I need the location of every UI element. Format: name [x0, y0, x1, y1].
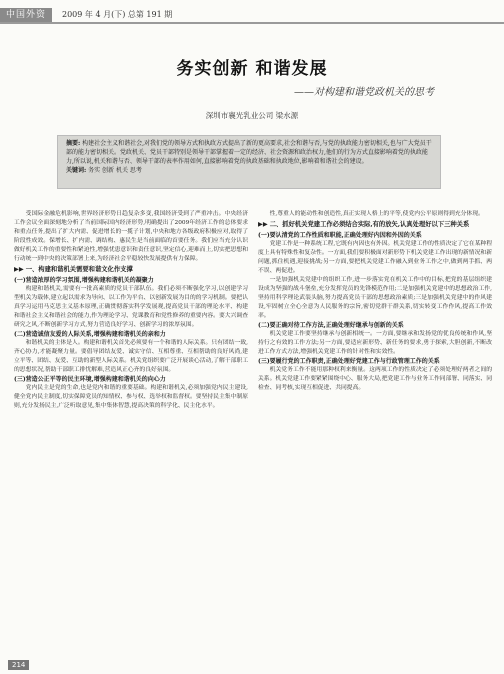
body-paragraph: 机关党建工作要坚持继承与创新相统一。一方面,要继承和发扬党的优良传统和作风,坚持行之有效的工作方法;另一方面,要适应新形势、新任务的要求,勇于探索,大胆创新,不断改进工作方式方法,增强机关党建工作的针对性和实效性。 [258, 330, 492, 355]
section-heading-text: 一、构建和谐机关需要和谐文化作支撑 [25, 266, 133, 273]
body-columns [14, 210, 492, 658]
running-header [0, 8, 504, 24]
right-column [258, 210, 492, 658]
body-paragraph: 性,尊重人的能动性和创造性,真正实现人格上的平等,使党内公平原则得到充分体现。 [269, 211, 484, 217]
subsection-heading: (三)营造公正平等的民主环境,增强构建和谐机关的向心力 [14, 375, 166, 383]
section-arrow-icon: ▶▶ [14, 266, 24, 273]
abstract-text: 构建社会主义和谐社会,对我们党的领导方式和执政方式提出了新的更高要求,社会和谐与否,与党的执政能力密切相关,也与广大党员干部的能力密切相关。党政机关、党员干部特别是领导干部掌握着一定的经济、社会资源和政治权力,他们的行为方式直接影响着党的执政能力,所以说,机关和谐与否、领导干部的表率作用如何,直接影响着党的执政基础和执政地位,影响着和谐社会的建设。 [66, 140, 432, 165]
left-column [14, 210, 248, 658]
article-subtitle: ——对构建和谐党政机关的思考 [294, 87, 434, 98]
body-paragraph: 党内民主是党的生命,也是党内和谐的重要基础。构建和谐机关,必须加强党内民主建设,健全党内民主制度,切实保障党员的知情权、参与权、选举权和监督权。要坚持民主集中制原则,充分发扬民主,广泛听取意见,集中集体智慧,提高决策的科学化、民主化水平。 [14, 384, 248, 409]
subsection-heading: (二)营造诚信友爱的人际关系,增强构建和谐机关的亲和力 [14, 330, 166, 338]
section-arrow-icon: ▶▶ [258, 221, 268, 228]
article-title: 务实创新 和谐发展 [176, 59, 328, 79]
keywords-label: 关键词: [66, 167, 87, 174]
body-paragraph: 构建和谐机关,需要有一批高素质的党员干部队伍。我们必须不断强化学习,以创建学习型机关为载体,建立起以需求为导向、以工作为平台、以创新发展为目的的学习机制。要把认真学习运用马克思主义基本原理,正确贯彻落实科学发展观,提高党员干部的理论水平、构建和谐社会主义和谐社会的能力,作为理论学习、党课教育和党性修养的重要内容。要大兴调查研究之风,不断创新学习方式,努力营造良好学习、创新学习的浓厚氛围。 [14, 285, 248, 328]
section-heading [258, 220, 492, 230]
section-heading-text: 二、抓好机关党建工作必须结合实际,有的放矢,认真处理好以下三种关系 [269, 221, 470, 228]
keywords-text: 务实 创新 机关 思考 [88, 167, 142, 174]
subsection-heading: (一)要认清党的工作性质和职能,正确处理好内因和外因的关系 [258, 231, 422, 239]
journal-name: 中国外资 [0, 8, 52, 22]
author-line: 深圳市襄光乳业公司 梁水源 [205, 111, 299, 120]
body-paragraph: 受国际金融危机影响,世界经济形势日趋复杂多变,我国经济受到了严重冲击。中央经济工作会议全面深刻地分析了当前国际国内经济形势,明确提出了2009年经济工作的总体要求和重点任务,提出了扩大内需、促进增长的一揽子计划,中央和地方各级政府积极应对,取得了阶段性成效。保增长、扩内需、调结构、惠民生是当前面临的首要任务。我们应当充分认识做好机关工作的重要性和紧迫性,增强忧患意识和责任意识,坚定信心,迎难而上,切实把思想和行动统一到中央的决策部署上来,为经济社会平稳较快发展提供有力保障。 [14, 211, 248, 262]
page-number: 214 [8, 660, 29, 670]
body-paragraph: 一是加强机关党建中的组织工作,进一步落实党在机关工作中的目标,把党的基层组织建设成为坚强的战斗堡垒,充分发挥党员的先锋模范作用;二是加强机关党建中的思想政治工作,坚持用科学理论武装头脑,努力提高党员干部的思想政治素质;三是加强机关党建中的作风建设,牢固树立全心全意为人民服务的宗旨,密切党群干群关系,切实转变工作作风,提高工作效率。 [258, 276, 492, 319]
subsection-heading: (三)要履行党的工作职责,正确处理好党建工作与行政管理工作的关系 [258, 357, 440, 365]
abstract-box [57, 135, 441, 189]
issue-info: 2009 年 4 月(下) 总第 191 期 [62, 10, 173, 19]
subsection-heading: (一)营造浓厚的学习氛围,增强构建和谐机关的凝聚力 [14, 276, 154, 284]
body-paragraph: 和谐机关的主体是人。构建和谐机关首先必须要有一个和谐的人际关系。只有团结一致,齐心协力,才能凝聚力量。要倡导团结友爱、诚实守信、互相尊重、互相帮助的良好风尚,建立平等、团结、友爱、互助的新型人际关系。机关党组织要广泛开展谈心活动,了解干部职工的思想状况,帮助干部职工排忧解难,营造风正心齐的良好氛围。 [14, 339, 248, 373]
subsection-heading: (二)要正确对待工作方法,正确处理好继承与创新的关系 [258, 321, 404, 329]
section-heading [14, 265, 248, 275]
body-paragraph: 机关党务工作不能用那种权利来衡量。这两项工作的性质决定了必须处理好两者之间的关系。机关党建工作要紧紧围绕中心、服务大局,把党建工作与业务工作同部署、同落实、同检查、同考核,实现互相促进、共同提高。 [258, 366, 492, 391]
body-paragraph: 党建工作是一种系统工程,它既有内因也有外因。机关党建工作的性质决定了它在某种程度上具有特殊性和复杂性。一方面,我们要积极面对新形势下机关党建工作出现的新情况和新问题,抓住机遇,迎接挑战;另一方面,要把机关党建工作融入到业务工作之中,做到两手抓、两不误、两促进。 [258, 240, 492, 274]
abstract-label: 摘要: [66, 140, 81, 147]
